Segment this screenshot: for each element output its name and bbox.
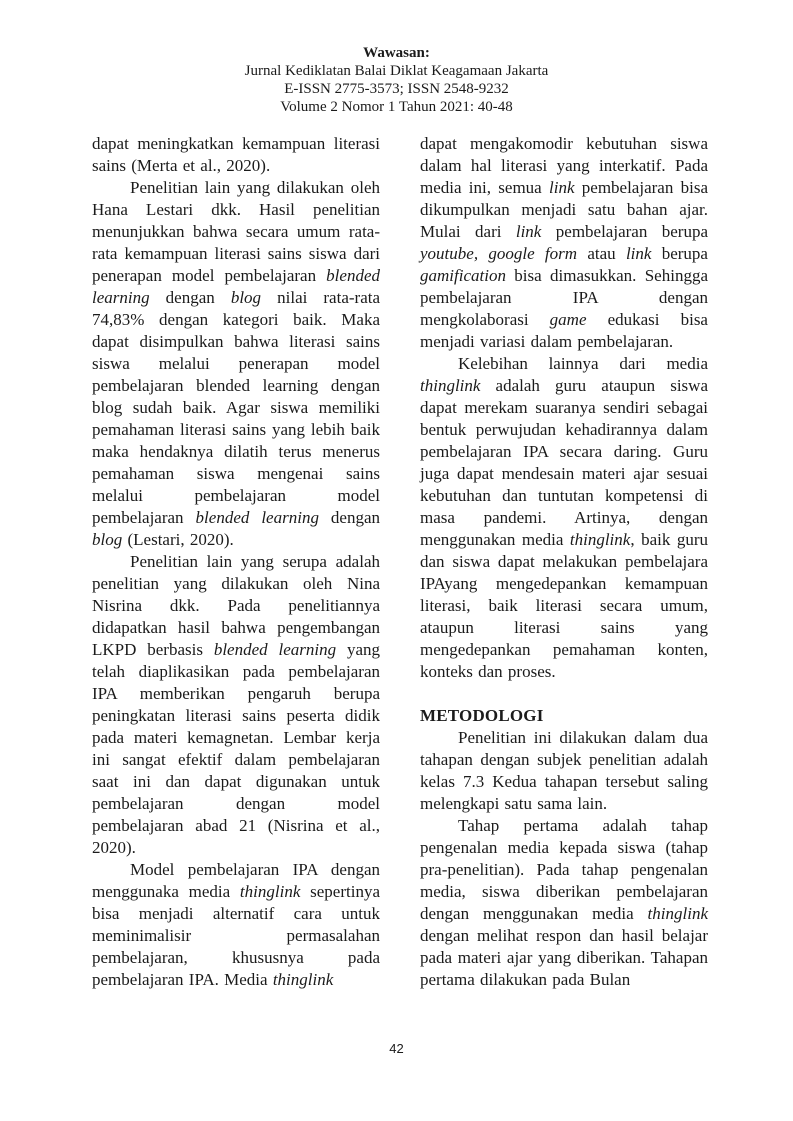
italic-text-run: thinglink xyxy=(272,970,334,989)
text-run: Model pembelajaran IPA dengan menggunaka media xyxy=(92,860,380,901)
text-run: sepertinya bisa menjadi alternatif cara untuk meminimalisir permasalahan pembelajaran, khususnya pada pembelajaran IPA. Media xyxy=(92,882,380,989)
text-run: Penelitian ini dilakukan dalam dua tahapan dengan subjek penelitian adalah kelas 7.3 Kedua tahapan tersebut saling melengkapi satu sama lain. xyxy=(420,728,708,813)
italic-text-run: thinglink xyxy=(569,530,631,549)
text-run: pembelajaran bisa dikumpulkan menjadi satu bahan ajar. Mulai dari xyxy=(420,178,708,241)
left-column xyxy=(92,133,380,991)
italic-text-run: blended learning xyxy=(195,508,319,527)
text-run: adalah guru ataupun siswa dapat merekam suaranya sendiri sebagai bentuk perwujudan kehadirannya dalam pembelajaran IPA secara daring. Guru juga dapat mendesain materi ajar sesuai kebutuhan dan tuntutan kompetensi di masa pandemi. Artinya, dengan menggunakan media xyxy=(420,376,708,549)
italic-text-run: thinglink xyxy=(239,882,301,901)
text-run: pembelajaran berupa xyxy=(541,222,708,241)
text-run: nilai rata-rata 74,83% dengan kategori baik. Maka dapat disimpulkan bahwa literasi sains siswa melalui penerapan model pembelajaran blended learning dengan blog sudah baik. Agar siswa memiliki pemahaman literasi sains yang lebih baik maka hendaknya dilatih terus menerus pemahaman siswa mengenai sains melalui pembelajaran model pembelajaran xyxy=(92,288,381,527)
italic-text-run: link xyxy=(515,222,542,241)
paragraph xyxy=(92,859,380,991)
italic-text-run: link xyxy=(549,178,575,197)
italic-text-run: blended learning xyxy=(92,266,380,307)
page-number: 42 xyxy=(389,1041,404,1056)
text-run: Penelitian lain yang dilakukan oleh Hana Lestari dkk. Hasil penelitian menunjukkan bahwa secara umum rata-rata kemampuan literasi sains siswa dari penerapan model pembelajaran xyxy=(92,178,380,285)
journal-subtitle: Jurnal Kediklatan Balai Diklat Keagamaan Jakarta xyxy=(244,63,549,79)
text-run: dengan xyxy=(149,288,231,307)
two-column-body xyxy=(0,116,793,991)
paragraph xyxy=(92,177,380,551)
italic-text-run: gamification xyxy=(420,266,506,285)
paragraph xyxy=(420,815,708,991)
text-run: Penelitian lain yang serupa adalah penelitian yang dilakukan oleh Nina Nisrina dkk. Pada penelitiannya didapatkan hasil bahwa pengembangan LKPD berbasis xyxy=(92,552,380,659)
text-run: bisa dimasukkan. Sehingga pembelajaran IPA dengan mengkolaborasi xyxy=(420,266,708,329)
volume-line: Volume 2 Nomor 1 Tahun 2021: 40-48 xyxy=(280,99,513,115)
italic-text-run: blog xyxy=(92,530,123,549)
text-run: berupa xyxy=(651,244,708,263)
text-run: , baik guru dan siswa dapat melakukan pembelajara IPAyang mengedepankan kemampuan literasi, baik literasi secara umum, ataupun literasi sains yang mengedepankan pemahaman konten, konteks dan proses. xyxy=(420,530,708,681)
paragraph xyxy=(420,133,708,353)
text-run: dapat meningkatkan kemampuan literasi sains (Merta et al., 2020). xyxy=(92,134,380,175)
right-column xyxy=(420,133,708,991)
text-run: edukasi bisa menjadi variasi dalam pembelajaran. xyxy=(420,310,708,351)
italic-text-run: thinglink xyxy=(420,376,481,395)
section-heading: METODOLOGI xyxy=(420,706,544,725)
issn-line: E-ISSN 2775-3573; ISSN 2548-9232 xyxy=(284,81,509,97)
text-run: Tahap pertama adalah tahap pengenalan media kepada siswa (tahap pra-penelitian). Pada tahap pengenalan media, siswa diberikan pembelajaran dengan menggunakan media xyxy=(420,816,708,923)
italic-text-run: game xyxy=(549,310,587,329)
italic-text-run: thinglink xyxy=(647,904,708,923)
text-run: atau xyxy=(577,244,626,263)
text-run: dengan xyxy=(318,508,381,527)
text-run: dapat mengakomodir kebutuhan siswa dalam hal literasi yang interkatif. Pada media ini, semua xyxy=(420,134,708,197)
page-footer xyxy=(0,1041,793,1056)
text-run: dengan melihat respon dan hasil belajar pada materi ajar yang diberikan. Tahapan pertama dilakukan pada Bulan xyxy=(420,926,708,989)
italic-text-run: blog xyxy=(230,288,262,307)
text-run: yang telah diaplikasikan pada pembelajaran IPA memberikan pengaruh berupa peningkatan literasi sains peserta didik pada materi kemagnetan. Lembar kerja ini sangat efektif dalam pembelajaran saat ini dan dapat digunakan untuk pembelajaran dengan model pembelajaran abad 21 (Nisrina et al., 2020). xyxy=(92,640,380,857)
text-run: (Lestari, 2020). xyxy=(122,530,234,549)
paragraph xyxy=(420,353,708,683)
italic-text-run: blended learning xyxy=(213,640,337,659)
italic-text-run: youtube, google form xyxy=(420,244,578,263)
paragraph xyxy=(92,133,380,177)
paragraph xyxy=(92,551,380,859)
italic-text-run: link xyxy=(625,244,652,263)
paragraph xyxy=(420,727,708,815)
journal-header xyxy=(0,0,793,116)
journal-name: Wawasan: xyxy=(363,45,430,61)
text-run: Kelebihan lainnya dari media xyxy=(458,354,708,373)
